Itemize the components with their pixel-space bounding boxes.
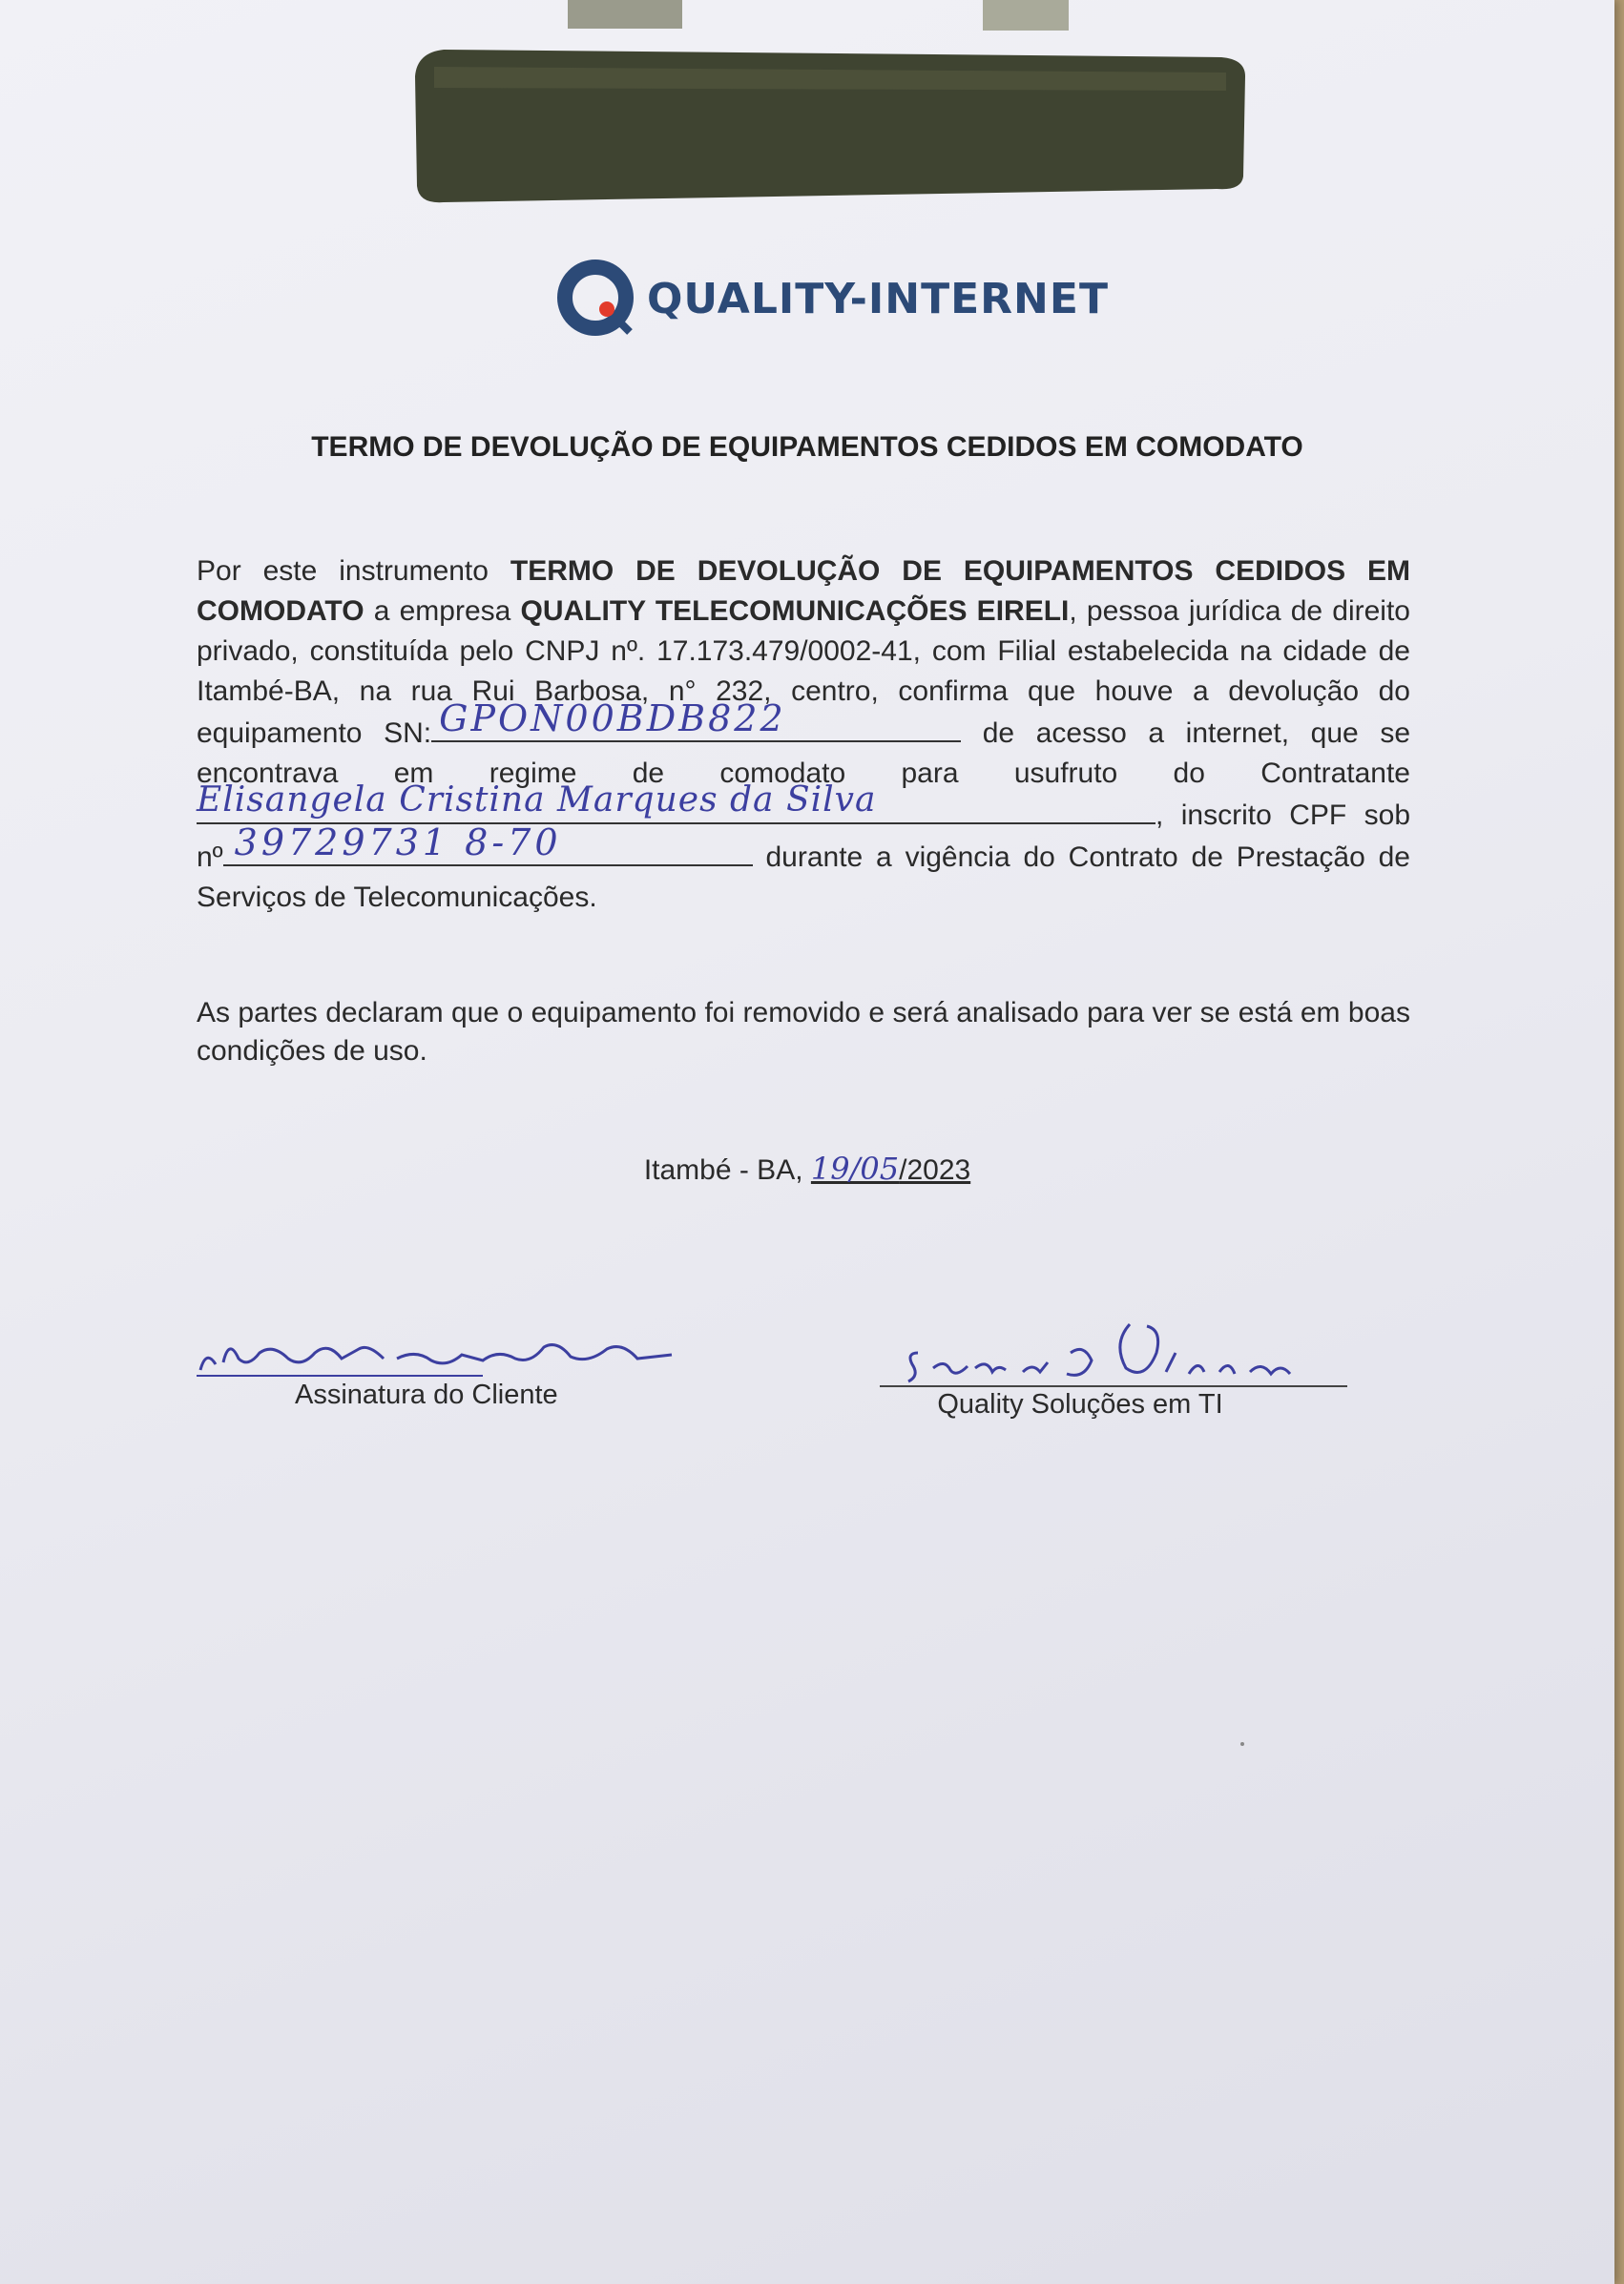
p1-after-client: , inscrito CPF sob nº xyxy=(197,799,1410,873)
sn-field[interactable] xyxy=(431,697,961,742)
date-line xyxy=(0,1151,1614,1187)
p1-intro: Por este instrumento xyxy=(197,555,489,587)
p1-end: durante a vigência do Contrato de Prestação de Serviços de Telecomunicações. xyxy=(197,841,1410,913)
document-title: TERMO DE DEVOLUÇÃO DE EQUIPAMENTOS CEDIDOS EM COMODATO xyxy=(311,431,1303,463)
q-logo-icon xyxy=(553,256,641,343)
client-name-handwritten: Elisangela Cristina Marques da Silva xyxy=(197,780,877,820)
date-field[interactable] xyxy=(810,1151,971,1187)
sn-handwritten: GPON00BDB822 xyxy=(439,697,786,739)
logo-text: QUALITY-INTERNET xyxy=(647,275,1109,323)
p1-after-sn: de acesso a internet, que se encontrava em regime de comodato para usufruto do Contratante xyxy=(197,717,1411,789)
company-signature-line[interactable] xyxy=(880,1305,1347,1387)
main-paragraph xyxy=(197,551,1410,918)
date-place: Itambé - BA, xyxy=(643,1154,803,1186)
client-signature-line[interactable] xyxy=(197,1330,674,1378)
clipboard-clip xyxy=(406,0,1260,205)
client-signature-scribble xyxy=(197,1320,674,1378)
declaration-paragraph: As partes declaram que o equipamento foi removido e será analisado para ver se está em boas condições de uso. xyxy=(197,997,1410,1067)
company-logo xyxy=(553,256,1109,343)
p1-term: TERMO DE DEVOLUÇÃO DE EQUIPAMENTOS CEDIDOS EM COMODATO xyxy=(197,555,1410,627)
client-signature-label: Assinatura do Cliente xyxy=(295,1380,558,1410)
p1-rest: , pessoa jurídica de direito privado, constituída pelo CNPJ nº. 17.173.479/0002-41, com Filial estabelecida na cidade de Itambé-BA, na rua Rui Barbosa, n° 232, centro, confirma que houve a devolução do equipamento SN: xyxy=(197,595,1410,749)
cpf-field[interactable] xyxy=(223,821,753,866)
company-signature-label: Quality Soluções em TI xyxy=(937,1389,1223,1420)
p1-company: QUALITY TELECOMUNICAÇÕES EIRELI xyxy=(520,595,1070,627)
date-year: /2023 xyxy=(899,1154,971,1186)
company-signature-block xyxy=(880,1305,1347,1421)
company-signature-scribble xyxy=(880,1305,1347,1391)
p1-company-pre: a empresa xyxy=(373,595,511,627)
date-handwritten: 19/05 xyxy=(810,1151,900,1187)
cpf-handwritten: 39729731 8-70 xyxy=(234,821,562,863)
client-name-field[interactable] xyxy=(197,780,1156,824)
client-signature-block xyxy=(197,1330,674,1411)
paper-speck xyxy=(1240,1742,1244,1746)
